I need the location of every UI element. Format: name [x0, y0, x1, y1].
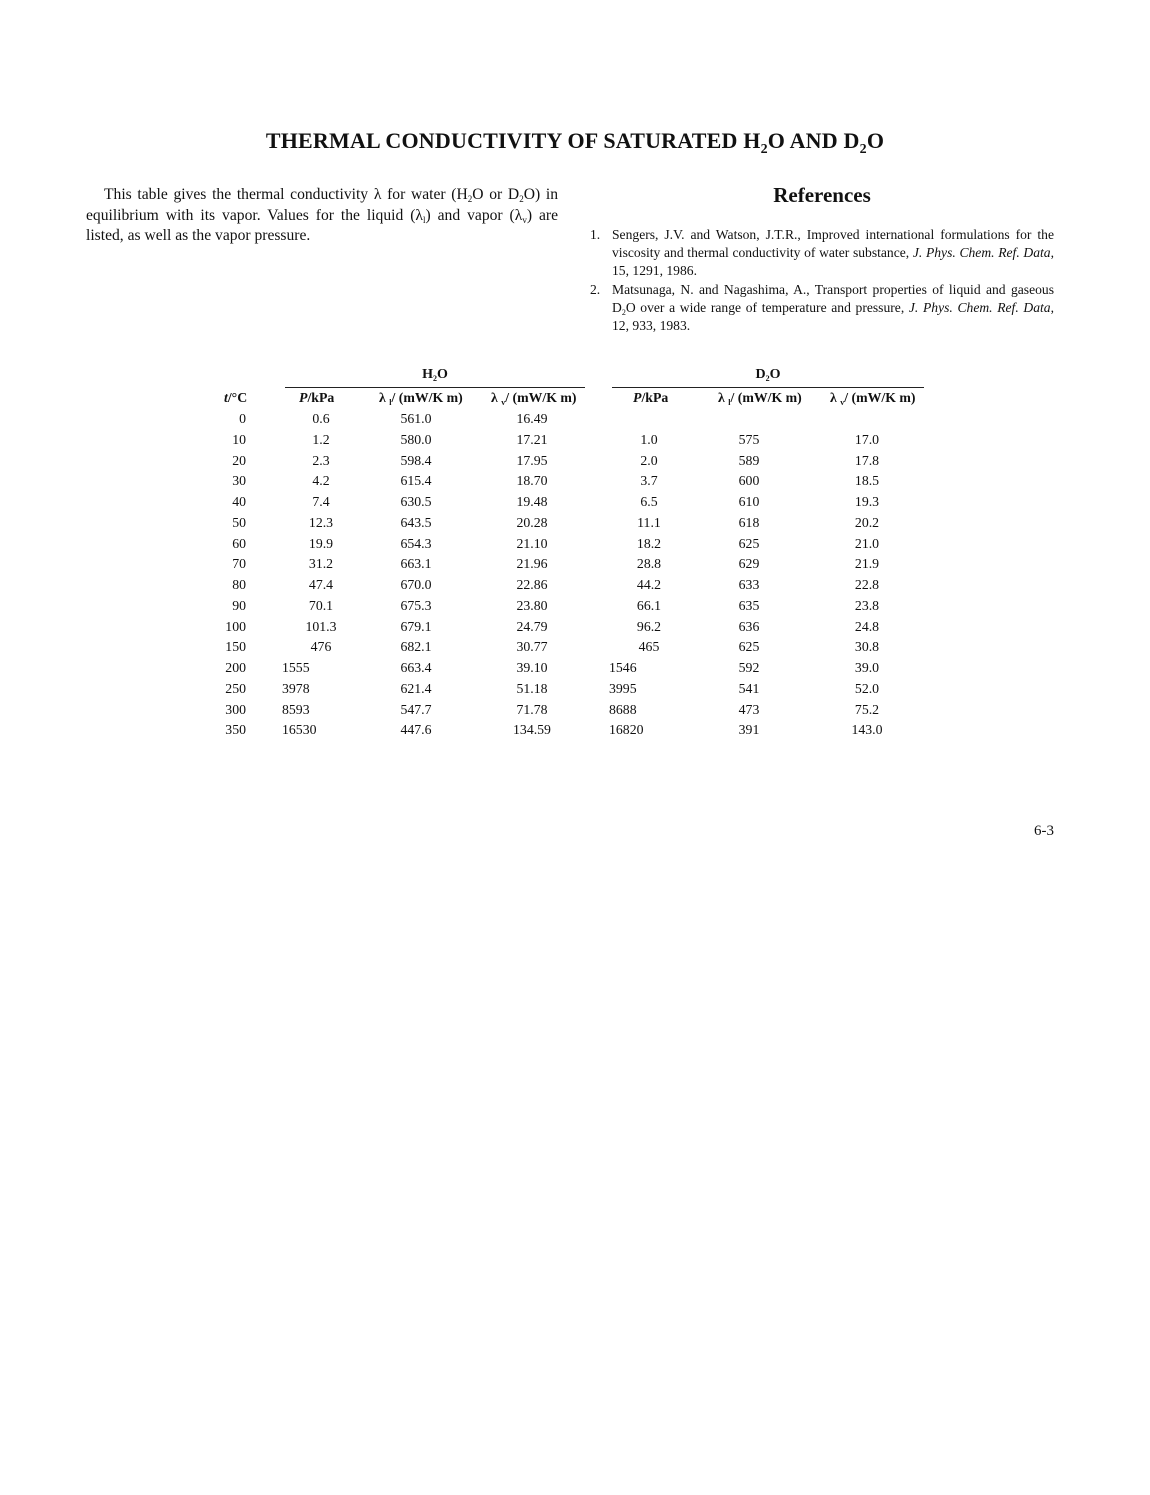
- table-cell: 134.59: [513, 722, 551, 738]
- col-header-d2o-lambda-liquid: λ $_l$/ (mW/K m): [718, 390, 802, 407]
- table-cell: 22.86: [516, 577, 548, 592]
- table-cell: 31.2: [308, 556, 334, 572]
- table-cell: 636: [738, 618, 760, 634]
- table-cell: 100: [225, 618, 246, 634]
- table-cell: 6.5: [640, 494, 658, 509]
- table-cell: 18.5: [854, 473, 880, 489]
- table-cell: 17.8: [854, 452, 880, 468]
- table-cell: 80: [232, 577, 246, 592]
- table-cell: 663.1: [400, 556, 432, 572]
- table-row: [0, 432, 1150, 453]
- table-cell: 561.0: [400, 411, 432, 426]
- table-cell: 70.1: [308, 597, 334, 613]
- table-cell: 30.8: [854, 639, 880, 655]
- table-cell: 547.7: [400, 701, 432, 717]
- table-cell: 23.80: [516, 597, 548, 613]
- group-header-h2o: $H_2O$: [422, 367, 448, 383]
- table-row: [0, 598, 1150, 619]
- table-cell: 592: [738, 660, 760, 675]
- references-heading: References: [773, 183, 871, 207]
- group-rule-d2o: [612, 387, 924, 388]
- table-cell: 16530: [282, 722, 317, 738]
- table-cell: 2.3: [312, 452, 330, 468]
- col-header-h2o-pressure: P/kPa: [299, 390, 335, 405]
- table-cell: 39.0: [854, 660, 880, 675]
- col-header-d2o-lambda-vapor: λ $_v$/ (mW/K m): [830, 390, 916, 407]
- table-cell: 541: [738, 680, 760, 696]
- table-cell: 18.2: [636, 535, 662, 551]
- table-cell: 40: [232, 494, 246, 509]
- table-cell: 610: [738, 494, 760, 509]
- table-cell: 391: [738, 722, 760, 738]
- table-cell: 629: [738, 556, 760, 572]
- table-cell: 679.1: [400, 618, 432, 634]
- table-cell: 10: [232, 431, 246, 447]
- table-cell: 663.4: [400, 660, 432, 675]
- table-cell: 71.78: [516, 701, 548, 717]
- table-cell: 654.3: [400, 535, 432, 551]
- table-row: [0, 639, 1150, 660]
- table-cell: 20.28: [516, 514, 548, 530]
- table-row: [0, 411, 1150, 432]
- table-cell: 143.0: [851, 722, 883, 738]
- reference-item: 1. Sengers, J.V. and Watson, J.T.R., Improved international formulations for the viscosity and thermal conductivity of water substance, J. Phys. Chem. Ref. Data, 15, 1291, 1986.: [590, 227, 1054, 279]
- reference-item: 2. Matsunaga, N. and Nagashima, A., Transport properties of liquid and gaseous $D_2O$ over a wide range of temperature and pressure, J. Phys. Chem. Ref. Data, 12, 933, 1983.: [590, 281, 1054, 334]
- table-row: [0, 660, 1150, 681]
- table-cell: 18.70: [516, 473, 548, 489]
- table-cell: 635: [738, 597, 760, 613]
- table-cell: 447.6: [400, 722, 432, 738]
- col-header-h2o-lambda-vapor: λ $_v$/ (mW/K m): [491, 390, 577, 407]
- table-cell: 75.2: [854, 701, 880, 717]
- table-cell: 4.2: [312, 473, 330, 489]
- table-cell: 50: [232, 514, 246, 530]
- table-cell: 7.4: [312, 494, 330, 509]
- table-row: [0, 473, 1150, 494]
- table-cell: 3995: [609, 680, 637, 696]
- col-header-h2o-lambda-liquid: λ $_l$/ (mW/K m): [379, 390, 463, 407]
- table-cell: 625: [738, 535, 760, 551]
- table-row: [0, 536, 1150, 557]
- table-cell: 39.10: [516, 660, 548, 675]
- table-row: [0, 494, 1150, 515]
- table-cell: 44.2: [636, 577, 662, 592]
- table-row: [0, 577, 1150, 598]
- table-cell: 16820: [609, 722, 644, 738]
- table-cell: 621.4: [400, 680, 432, 696]
- table-row: [0, 515, 1150, 536]
- table-cell: 20.2: [854, 514, 880, 530]
- table-cell: 150: [225, 639, 246, 655]
- table-row: [0, 681, 1150, 702]
- col-header-d2o-pressure: P/kPa: [633, 390, 669, 405]
- table-cell: 70: [232, 556, 246, 572]
- table-cell: 22.8: [854, 577, 880, 592]
- table-cell: 465: [638, 639, 660, 655]
- table-cell: 250: [225, 680, 246, 696]
- table-cell: 580.0: [400, 431, 432, 447]
- table-cell: 643.5: [400, 514, 432, 530]
- table-cell: 96.2: [636, 618, 662, 634]
- table-cell: 52.0: [854, 680, 880, 696]
- table-cell: 8688: [609, 701, 637, 717]
- intro-paragraph: This table gives the thermal conductivity λ for water ($H_2O$ or $D_2O$) in equilibrium with its vapor. Values for the liquid $(\lambda_l)$ and vapor $(\lambda_v)$ are listed, as well as the vapor pressure.: [86, 186, 558, 244]
- table-cell: 23.8: [854, 597, 880, 613]
- table-cell: 60: [232, 535, 246, 551]
- table-cell: 20: [232, 452, 246, 468]
- table-row: [0, 702, 1150, 723]
- table-cell: 615.4: [400, 473, 432, 489]
- table-cell: 51.18: [516, 680, 548, 696]
- table-cell: 200: [225, 660, 246, 675]
- table-cell: 17.0: [854, 431, 880, 447]
- table-cell: 19.9: [308, 535, 334, 551]
- table-cell: 21.0: [854, 535, 880, 551]
- table-cell: 90: [232, 597, 246, 613]
- table-row: [0, 556, 1150, 577]
- table-cell: 17.21: [516, 431, 548, 447]
- table-cell: 8593: [282, 701, 310, 717]
- table-cell: 670.0: [400, 577, 432, 592]
- table-cell: 30.77: [516, 639, 548, 655]
- table-cell: 30: [232, 473, 246, 489]
- table-cell: 473: [738, 701, 760, 717]
- table-cell: 3978: [282, 680, 310, 696]
- table-row: [0, 453, 1150, 474]
- table-cell: 682.1: [400, 639, 432, 655]
- table-cell: 476: [310, 639, 332, 655]
- table-cell: 66.1: [636, 597, 662, 613]
- table-cell: 0.6: [312, 411, 330, 426]
- table-cell: 633: [738, 577, 760, 592]
- table-cell: 618: [738, 514, 760, 530]
- table-row: [0, 619, 1150, 640]
- table-cell: 17.95: [516, 452, 548, 468]
- table-cell: 1546: [609, 660, 637, 675]
- table-cell: 598.4: [400, 452, 432, 468]
- page-title: THERMAL CONDUCTIVITY OF SATURATED $H_2O$ AND $D_2O$: [265, 128, 885, 157]
- table-cell: 24.79: [516, 618, 548, 634]
- table-cell: 1.2: [312, 431, 330, 447]
- table-cell: 19.48: [516, 494, 548, 509]
- table-cell: 600: [738, 473, 760, 489]
- table-row: [0, 722, 1150, 743]
- table-cell: 101.3: [305, 618, 337, 634]
- table-cell: 625: [738, 639, 760, 655]
- table-cell: 630.5: [400, 494, 432, 509]
- table-cell: 589: [738, 452, 760, 468]
- table-cell: 1.0: [640, 431, 658, 447]
- table-cell: 19.3: [854, 494, 880, 509]
- table-cell: 0: [239, 411, 246, 426]
- table-cell: 11.1: [637, 514, 661, 530]
- page-number: 6-3: [1034, 823, 1054, 839]
- table-cell: 300: [225, 701, 246, 717]
- table-cell: 575: [738, 431, 760, 447]
- table-cell: 16.49: [516, 411, 548, 426]
- group-header-d2o: $D_2O$: [755, 367, 781, 383]
- table-cell: 47.4: [308, 577, 334, 592]
- table-cell: 21.96: [516, 556, 548, 572]
- table-cell: 12.3: [308, 514, 334, 530]
- table-cell: 21.9: [854, 556, 880, 572]
- col-header-temperature: t/°C: [224, 390, 248, 405]
- table-cell: 1555: [282, 660, 310, 675]
- table-cell: 2.0: [640, 452, 658, 468]
- table-cell: 3.7: [640, 473, 658, 489]
- table-cell: 28.8: [636, 556, 662, 572]
- table-cell: 24.8: [854, 618, 880, 634]
- table-cell: 675.3: [400, 597, 432, 613]
- group-rule-h2o: [285, 387, 585, 388]
- table-cell: 21.10: [516, 535, 548, 551]
- table-cell: 350: [225, 722, 246, 738]
